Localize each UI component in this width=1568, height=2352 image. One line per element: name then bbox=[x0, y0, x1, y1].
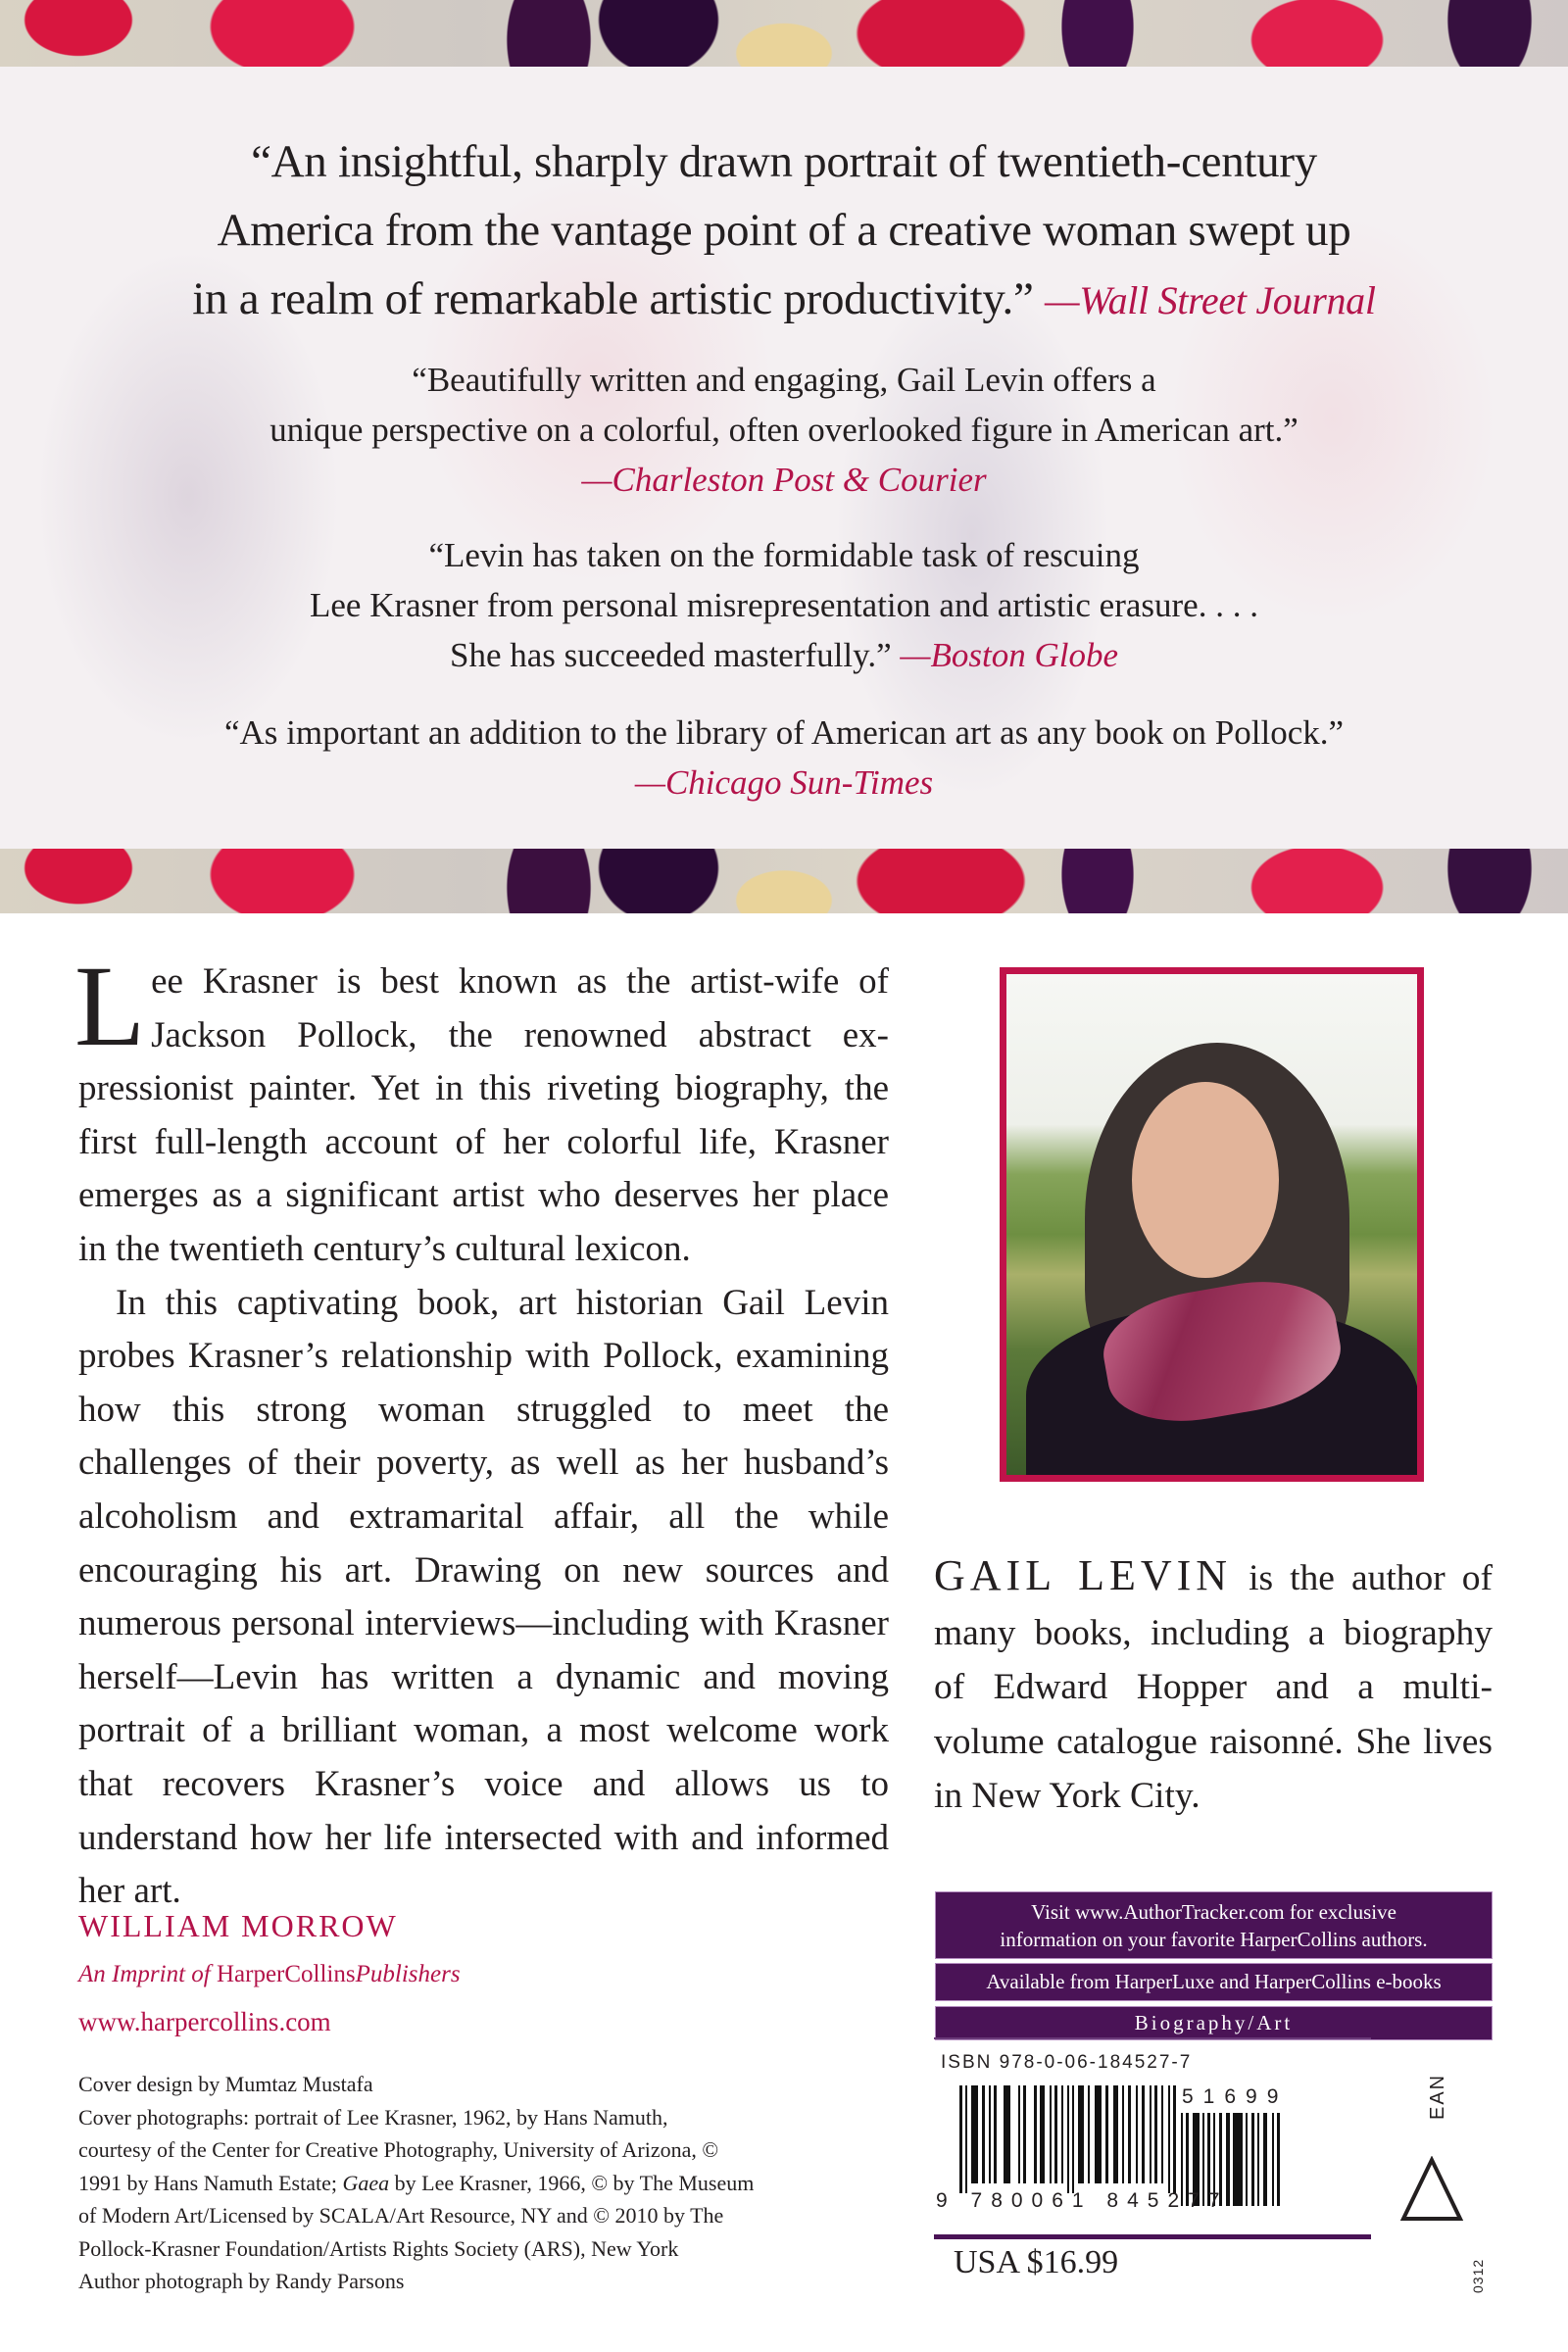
print-code: 0312 bbox=[1470, 2258, 1486, 2293]
credit-line: Cover photographs: portrait of Lee Krasner, 1962, by Hans Namuth, bbox=[78, 2104, 668, 2130]
drop-cap: L bbox=[74, 942, 146, 1070]
publisher-block bbox=[78, 1906, 461, 2041]
quote-line: unique perspective on a colorful, often overlooked figure in American art.” bbox=[270, 411, 1298, 449]
quote-chicago-sun-times bbox=[0, 708, 1568, 808]
ean-digits: 9 780061 845277 bbox=[936, 2189, 1229, 2212]
publisher-imprint bbox=[78, 1955, 461, 1994]
credit-line bbox=[78, 2167, 862, 2200]
credit-line: Author photograph by Randy Parsons bbox=[78, 2269, 405, 2293]
quote-wsj bbox=[0, 127, 1568, 335]
quote-line: “Levin has taken on the formidable task of rescuing bbox=[428, 536, 1140, 574]
authortracker-promo bbox=[936, 1892, 1492, 1958]
ean-label: EAN bbox=[1427, 2073, 1448, 2120]
quote-line: in a realm of remarkable artistic productivity.” bbox=[192, 273, 1034, 324]
cover-credits bbox=[78, 2068, 862, 2298]
barcode-top-rule bbox=[934, 2037, 1371, 2039]
publisher-url[interactable]: www.harpercollins.com bbox=[78, 2007, 331, 2036]
cover-painting-strip-top bbox=[0, 0, 1568, 67]
credit-text: by Lee Krasner, 1966, © by The Museum bbox=[389, 2170, 755, 2195]
triangle-mark-icon bbox=[1399, 2156, 1464, 2223]
description-paragraph-2: In this captivating book, art historian Gail Levin probes Krasner’s relationship with Pollock, examining how this strong woman struggled to meet the challenges of their poverty, as well as her husband’s alcoholism and extramarital affair, all the while encouraging his art. Drawing on new sources and numerous personal interviews—including with Krasner herself—Levin has written a dynamic and moving portrait of a brilliant woman, a most welcome work that recovers Krasner’s voice and allows us to understand how her life intersected with and informed her art. bbox=[78, 1282, 889, 1912]
author-photo-frame bbox=[1000, 967, 1424, 1482]
publisher-name: WILLIAM MORROW bbox=[78, 1908, 398, 1943]
artwork-title: Gaea bbox=[342, 2170, 390, 2195]
author-name: GAIL LEVIN bbox=[934, 1551, 1233, 1599]
credit-text: 1991 by Hans Namuth Estate; bbox=[78, 2170, 343, 2195]
quote-line: America from the vantage point of a creative woman swept up bbox=[217, 205, 1351, 256]
description-paragraph-1 bbox=[74, 942, 889, 1277]
credit-line: courtesy of the Center for Creative Photography, University of Arizona, © bbox=[78, 2137, 719, 2162]
author-bio bbox=[934, 1548, 1493, 1824]
quote-line: “As important an addition to the library of American art as any book on Pollock.” bbox=[223, 713, 1345, 752]
imprint-brand: HarperCollins bbox=[216, 1961, 356, 1987]
category-label: Biography/Art bbox=[936, 2007, 1492, 2039]
imprint-suffix: Publishers bbox=[355, 1961, 461, 1987]
author-bio-text: is the author of many books, including a biography of Edward Hopper and a multi-volume catalogue raisonné. She lives in New York City. bbox=[934, 1558, 1494, 1816]
price-divider-rule bbox=[934, 2234, 1371, 2239]
promo-line: information on your favorite HarperCollins authors. bbox=[1000, 1928, 1428, 1951]
imprint-prefix: An Imprint of bbox=[78, 1961, 217, 1987]
quote-line: She has succeeded masterfully.” bbox=[450, 636, 892, 674]
credit-line: Cover design by Mumtaz Mustafa bbox=[78, 2072, 373, 2096]
quote-line: “An insightful, sharply drawn portrait of twentieth-century bbox=[251, 136, 1317, 187]
price-label: USA $16.99 bbox=[954, 2244, 1119, 2280]
description-text: ee Krasner is best known as the artist-wife of Jackson Pollock, the renowned abstract expressionist painter. Yet in this riveting biography, the first full-length account of her colorful life, Krasner emerges as a significant artist who deserves her place in the twentieth century’s cultural lexicon. bbox=[78, 961, 889, 1269]
quote-charleston bbox=[0, 355, 1568, 505]
promo-line: Visit www.AuthorTracker.com for exclusive bbox=[1031, 1900, 1396, 1924]
photo-face-shape bbox=[1132, 1082, 1279, 1278]
quote-source: —Wall Street Journal bbox=[1044, 278, 1376, 322]
credit-line: of Modern Art/Licensed by SCALA/Art Resource, NY and © 2010 by The bbox=[78, 2203, 724, 2228]
quote-source: —Chicago Sun-Times bbox=[634, 763, 934, 802]
quote-line: “Beautifully written and engaging, Gail Levin offers a bbox=[412, 361, 1156, 399]
price-addon-digits: 51699 bbox=[1182, 2085, 1289, 2108]
quote-line: Lee Krasner from personal misrepresentation and artistic erasure. . . . bbox=[310, 586, 1258, 624]
author-photo bbox=[1006, 974, 1417, 1475]
book-description bbox=[74, 942, 889, 1919]
availability-promo: Available from HarperLuxe and HarperCollins e-books bbox=[936, 1964, 1492, 2000]
isbn-number: ISBN 978-0-06-184527-7 bbox=[941, 2052, 1193, 2073]
cover-painting-strip-bottom bbox=[0, 849, 1568, 913]
credit-line: Pollock-Krasner Foundation/Artists Rights Society (ARS), New York bbox=[78, 2235, 679, 2261]
quote-source: —Charleston Post & Courier bbox=[581, 461, 987, 499]
quote-source: —Boston Globe bbox=[900, 636, 1118, 674]
quote-boston-globe bbox=[0, 530, 1568, 680]
